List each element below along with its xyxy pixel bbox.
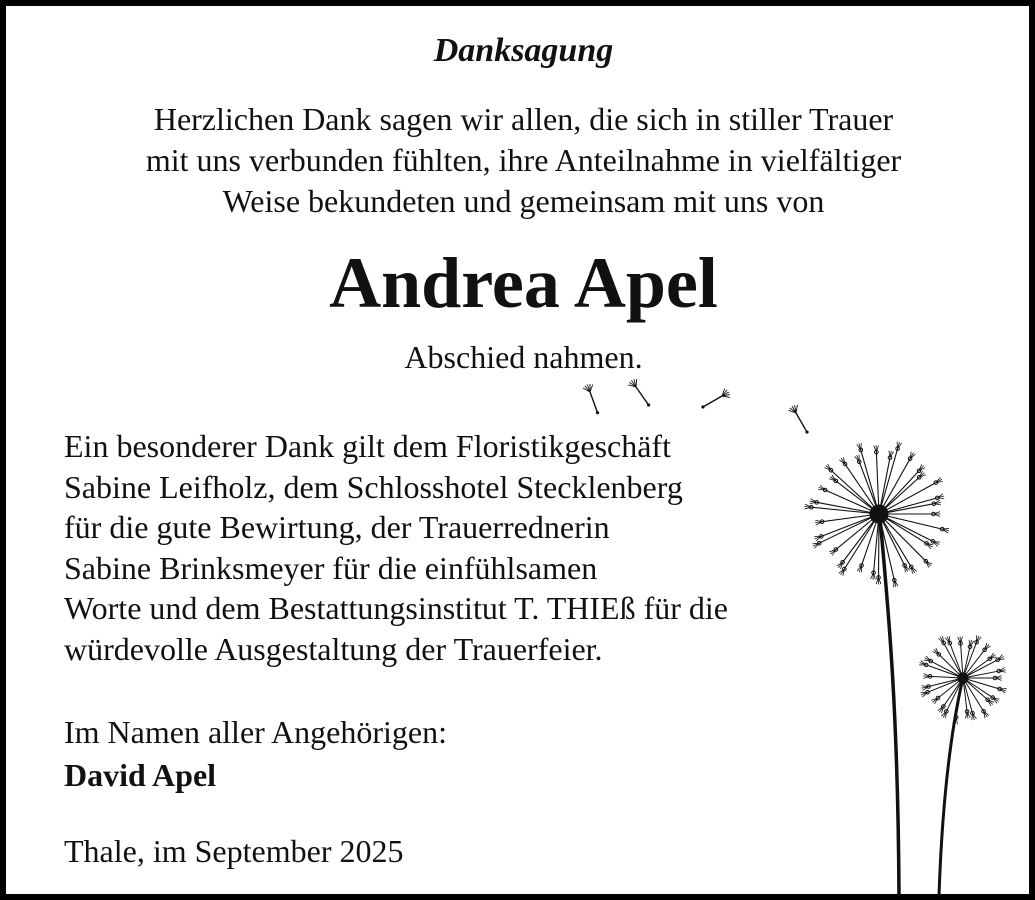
intro-line: Weise bekundeten und gemeinsam mit uns von: [222, 183, 825, 219]
thanks-line: Ein besonderer Dank gilt dem Floristikgeschäft: [64, 428, 671, 464]
signer-name: David Apel: [64, 757, 217, 793]
thanks-line: Sabine Brinksmeyer für die einfühlsamen: [64, 549, 598, 586]
behalf-line: Im Namen aller Angehörigen:: [64, 714, 447, 750]
intro-text: [6, 99, 1035, 222]
notice-heading: Danksagung: [433, 32, 614, 69]
intro-line: mit uns verbunden fühlten, ihre Anteilnahme in vielfältiger: [145, 142, 902, 178]
dandelion-icon: [566, 366, 1026, 896]
farewell-text: Abschied nahmen.: [404, 339, 643, 375]
thanks-line: würdevolle Ausgestaltung der Trauerfeier.: [64, 630, 603, 667]
deceased-name: Andrea Apel: [329, 243, 718, 323]
place-date: Thale, im September 2025: [64, 833, 404, 869]
thanks-line: Worte und dem Bestattungsinstitut T. THIEß für die: [64, 590, 728, 626]
thanks-line: für die gute Bewirtung, der Trauerrednerin: [64, 509, 610, 545]
intro-line: Herzlichen Dank sagen wir allen, die sich in stiller Trauer: [153, 101, 894, 137]
thanks-line: Sabine Leifholz, dem Schlosshotel Stecklenberg: [64, 468, 683, 505]
